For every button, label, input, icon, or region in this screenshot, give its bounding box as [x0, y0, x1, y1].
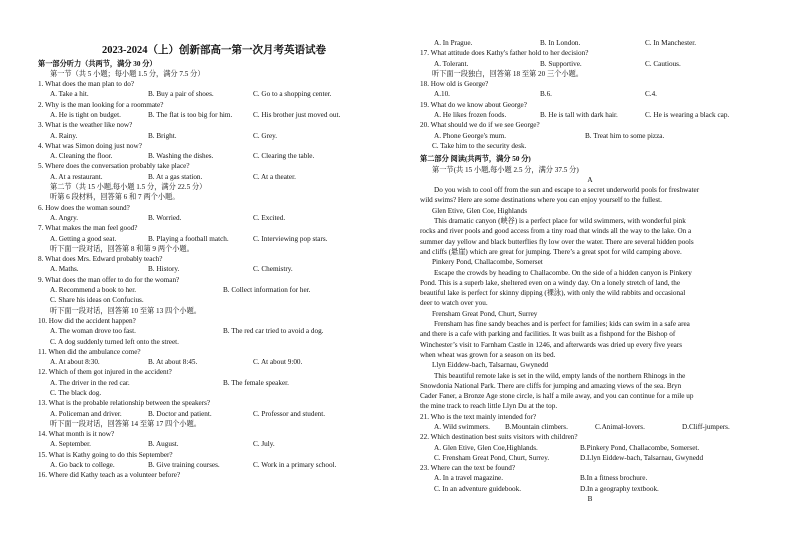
reading-questions	[420, 414, 760, 496]
passage-line: the mine track to reach little Llyn Du at the top.	[420, 402, 558, 411]
option-row: C. Take him to the security desk.	[432, 141, 527, 150]
listening-instruction: 听下面一段独白，回答第 18 至第 20 三个小题。	[432, 69, 583, 78]
question-stem: 15. What is Kathy going to do this September?	[38, 450, 173, 459]
passage-line: wild swims? Here are some destinations where you can enjoy yourself to the fullest.	[420, 196, 662, 205]
passage-line: summer day yellow and black butterflies fly low over the water. There are several hidden pools	[420, 237, 694, 246]
option-row	[420, 486, 760, 496]
question-stem: 14. What month is it now?	[38, 430, 115, 439]
option-text: A. At a restaurant.	[50, 172, 103, 181]
option-text: B. Playing a football match.	[148, 234, 229, 243]
option-text: B. Worried.	[148, 213, 182, 222]
option-text: D.Cliff-jumpers.	[682, 422, 730, 431]
option-text: A. Angry.	[50, 213, 79, 222]
option-text: B. Supportive.	[540, 59, 582, 68]
option-text: A.10.	[434, 90, 450, 99]
part1-section2-note: 听第 6 段材料，回答第 6 和 7 两个小题。	[50, 193, 180, 202]
passage-line: This beautiful remote lake is set in the wild, empty lands of the northern Rhinogs in the	[434, 371, 686, 380]
option-row: C. The black dog.	[50, 389, 102, 397]
option-text: C. At a theater.	[253, 172, 296, 181]
destination-heading: Llyn Eiddew-bach, Talsarnau, Gwynedd	[432, 361, 549, 370]
option-text: B. Treat him to some pizza.	[585, 131, 665, 140]
question-stem: 8. What does Mrs. Edward probably teach?	[38, 255, 163, 264]
listening-instruction: 听下面一段对话，回答第 10 至第 13 四个小题。	[50, 306, 201, 315]
option-text: C. In an adventure guidebook.	[434, 484, 522, 493]
option-text: B. Doctor and patient.	[148, 409, 212, 418]
question-stem: 21. Who is the text mainly intended for?	[420, 412, 537, 421]
question-stem: 7. What makes the man feel good?	[38, 224, 138, 233]
option-text: C. Interviewing pop stars.	[253, 234, 328, 243]
passage-line: Pond. This is a superb lake, sheltered even on a windy day. On a lonely stretch of land, the	[420, 278, 681, 287]
option-text: B.Pinkery Pond, Challacombe, Somerset.	[580, 443, 700, 452]
option-row	[38, 236, 390, 246]
option-text: A. Phone George's mum.	[434, 131, 507, 140]
question-stem: 13. What is the probable relationship between the speakers?	[38, 399, 211, 408]
option-text: C. Cautious.	[645, 59, 681, 68]
option-row	[38, 287, 390, 297]
passage-line: Escape the crowds by heading to Challacombe. On the side of a hidden canyon is Pinkery	[434, 268, 692, 277]
option-text: A. Getting a good seat.	[50, 234, 117, 243]
option-text: A. Maths.	[50, 265, 79, 274]
question-stem: 1. What does the man plan to do?	[38, 80, 135, 89]
passage-line: Snowdonia National Park. There are cliffs for jumping and amazing views of the sea. Bryn	[420, 381, 682, 390]
option-text: C. July.	[253, 440, 275, 449]
option-row: C. Share his ideas on Confucius.	[50, 296, 144, 305]
option-text: B. Buy a pair of shoes.	[148, 90, 214, 99]
option-text: C. In Manchester.	[645, 39, 697, 47]
part2-heading: 第二部分 阅读(共两节，满分 50 分)	[420, 155, 531, 164]
option-text: A. The driver in the red car.	[50, 378, 130, 387]
option-row	[38, 215, 390, 225]
option-row	[38, 462, 390, 472]
option-text: B.6.	[540, 90, 552, 99]
reading-passage	[420, 187, 760, 414]
question-stem: 2. Why is the man looking for a roommate?	[38, 100, 164, 109]
passage-line: and cliffs (悬崖) which are great for jumping. There’s a great spot for wild camping above.	[420, 247, 682, 256]
option-row	[38, 266, 390, 276]
option-row	[420, 112, 760, 122]
question-stem: 10. How did the accident happen?	[38, 316, 136, 325]
option-row	[38, 441, 390, 451]
option-text: B. Bright.	[148, 131, 177, 140]
left-column	[38, 0, 390, 483]
passage-line: when wheat was grown for a season on its bed.	[420, 350, 556, 359]
option-row	[38, 359, 390, 369]
option-text: B. The female speaker.	[223, 378, 289, 387]
option-text: C.Animal-lovers.	[595, 422, 645, 431]
option-text: B. At about 8:45.	[148, 358, 198, 367]
option-text: C. Grey.	[253, 131, 278, 140]
question-stem: 4. What was Simon doing just now?	[38, 141, 142, 150]
option-row	[420, 133, 760, 143]
question-stem: 12. Which of them got injured in the accident?	[38, 368, 172, 377]
question-stem: 11. When did the ambulance come?	[38, 347, 141, 356]
passage-line: rocks and river pools and good access from a tiny road that winds all the way to the lake. On a	[420, 227, 692, 236]
option-text: B.In a fitness brochure.	[580, 474, 648, 483]
passage-line: Frensham has fine sandy beaches and is perfect for families; kids can swim in a safe area	[434, 320, 690, 329]
part1-section2: 第二节（共 15 小题,每小题 1.5 分，满分 22.5 分）	[50, 183, 207, 192]
destination-heading: Glen Etive, Glen Coe, Highlands	[432, 206, 528, 215]
option-row	[38, 153, 390, 163]
option-text: C. Go to a shopping center.	[253, 90, 332, 99]
option-row	[38, 133, 390, 143]
option-text: A. In a travel magazine.	[434, 474, 504, 483]
listening-instruction: 听下面一段对话，回答第 8 和第 9 两个小题。	[50, 244, 194, 253]
option-text: B. The red car tried to avoid a dog.	[223, 327, 324, 336]
option-row	[38, 112, 390, 122]
option-row	[38, 91, 390, 101]
question-stem: 17. What attitude does Kathy's father hold to her decision?	[420, 49, 589, 58]
option-text: D.Llyn Eiddew-bach, Talsarnau, Gwynedd	[580, 453, 704, 462]
option-text: A. Cleaning the floor.	[50, 152, 113, 161]
listening-questions-right	[420, 40, 760, 153]
option-text: C. Work in a primary school.	[253, 461, 337, 470]
passage-line: Cader Faner, a Bronze Age stone circle, is half a mile away, and you can continue for a mile up	[420, 392, 694, 401]
passage-letter-a: A	[587, 175, 593, 184]
option-text: B. The flat is too big for him.	[148, 110, 233, 119]
option-row	[420, 61, 760, 71]
option-text: B. At a gas station.	[148, 172, 203, 181]
question-stem: 18. How old is George?	[420, 80, 489, 89]
option-text: A. He is tight on budget.	[50, 110, 121, 119]
option-text: C.4.	[645, 90, 657, 99]
part2-section1: 第一节(共 15 小题,每小题 2.5 分，满分 37.5 分)	[432, 165, 579, 174]
question-stem: 5. Where does the conversation probably take place?	[38, 162, 190, 171]
option-text: B. He is tall with dark hair.	[540, 111, 618, 120]
destination-heading: Frensham Great Pond, Churt, Surrey	[432, 309, 538, 318]
option-text: B. In London.	[540, 39, 581, 47]
option-text: C. Professor and student.	[253, 409, 326, 418]
option-text: C. At about 9:00.	[253, 358, 303, 367]
passage-line: Winchester’s visit to Farnham Castle in 1246, and afterwards was dried up every five years	[420, 340, 683, 349]
passage-line: This dramatic canyon (峡谷) is a perfect place for wild swimmers, with wonderful pink	[434, 217, 686, 226]
listening-instruction: 听下面一段对话，回答第 14 至第 17 四个小题。	[50, 419, 201, 428]
option-text: A. In Prague.	[434, 39, 473, 47]
option-text: A. Rainy.	[50, 131, 78, 140]
option-text: A. At about 8:30.	[50, 358, 100, 367]
option-text: B. Give training courses.	[148, 461, 220, 470]
option-text: A. Recommend a book to her.	[50, 286, 137, 295]
question-stem: 16. Where did Kathy teach as a volunteer before?	[38, 471, 181, 480]
option-text: A. Policeman and driver.	[50, 409, 122, 418]
option-text: A. Go back to college.	[50, 461, 115, 470]
option-text: A. The woman drove too fast.	[50, 327, 136, 336]
option-row	[38, 411, 390, 421]
option-text: B. Washing the dishes.	[148, 152, 214, 161]
listening-questions-left	[38, 81, 390, 483]
right-column	[420, 0, 760, 506]
option-row	[38, 380, 390, 390]
part1-section1: 第一节（共 5 小题；每小题 1.5 分，满分 7.5 分）	[50, 69, 205, 78]
option-row	[38, 174, 390, 184]
option-text: D.In a geography textbook.	[580, 484, 659, 493]
passage-line: beautiful lake is perfect for skinny dipping (裸泳), with only the wild rabbits and occasional	[420, 289, 686, 298]
passage-letter-b: B	[587, 495, 593, 504]
option-row	[420, 455, 760, 465]
exam-title: 2023-2024（上）创新部高一第一次月考英语试卷	[102, 45, 326, 56]
question-stem: 23. Where can the text be found?	[420, 464, 516, 473]
option-row	[420, 40, 760, 50]
option-text: A. Glen Etive, Glen Coe,Highlands.	[434, 443, 538, 452]
option-row	[420, 91, 760, 101]
option-text: A. Wild swimmers.	[434, 422, 490, 431]
passage-line: deer to watch over you.	[420, 299, 488, 308]
option-text: A. He likes frozen foods.	[434, 111, 507, 120]
question-stem: 20. What should we do if we see George?	[420, 121, 540, 130]
option-text: B. History.	[148, 265, 180, 274]
option-text: A. Take a hit.	[50, 90, 89, 99]
passage-line: and there is a cafe with parking and facilities. It was built as a fishpond for the Bishop of	[420, 330, 676, 339]
question-stem: 19. What do we know about George?	[420, 100, 527, 109]
option-text: C. Excited.	[253, 213, 286, 222]
option-row	[38, 328, 390, 338]
question-stem: 6. How does the woman sound?	[38, 203, 130, 212]
option-text: C. He is wearing a black cap.	[645, 111, 730, 120]
option-text: B.Mountain climbers.	[505, 422, 568, 431]
question-stem: 9. What does the man offer to do for the woman?	[38, 275, 180, 284]
passage-line: Do you wish to cool off from the sun and escape to a secret underworld pools for freshwater	[434, 186, 700, 195]
destination-heading: Pinkery Pond, Challacombe, Somerset	[432, 258, 543, 267]
option-row: C. A dog suddenly turned left onto the street.	[50, 337, 179, 346]
option-text: B. Collect information for her.	[223, 286, 311, 295]
option-text: A. September.	[50, 440, 91, 449]
option-text: C. His brother just moved out.	[253, 110, 341, 119]
option-text: C. Chemistry.	[253, 265, 293, 274]
option-row	[420, 424, 760, 434]
option-text: C. Frensham Great Pond, Churt, Surrey.	[434, 453, 550, 462]
question-stem: 22. Which destination best suits visitors with children?	[420, 433, 578, 442]
option-text: C. Clearing the table.	[253, 152, 315, 161]
part1-heading: 第一部分听力（共两节，满分 30 分）	[38, 59, 157, 68]
option-text: A. Tolerant.	[434, 59, 469, 68]
question-stem: 3. What is the weather like now?	[38, 121, 133, 130]
option-text: B. August.	[148, 440, 179, 449]
